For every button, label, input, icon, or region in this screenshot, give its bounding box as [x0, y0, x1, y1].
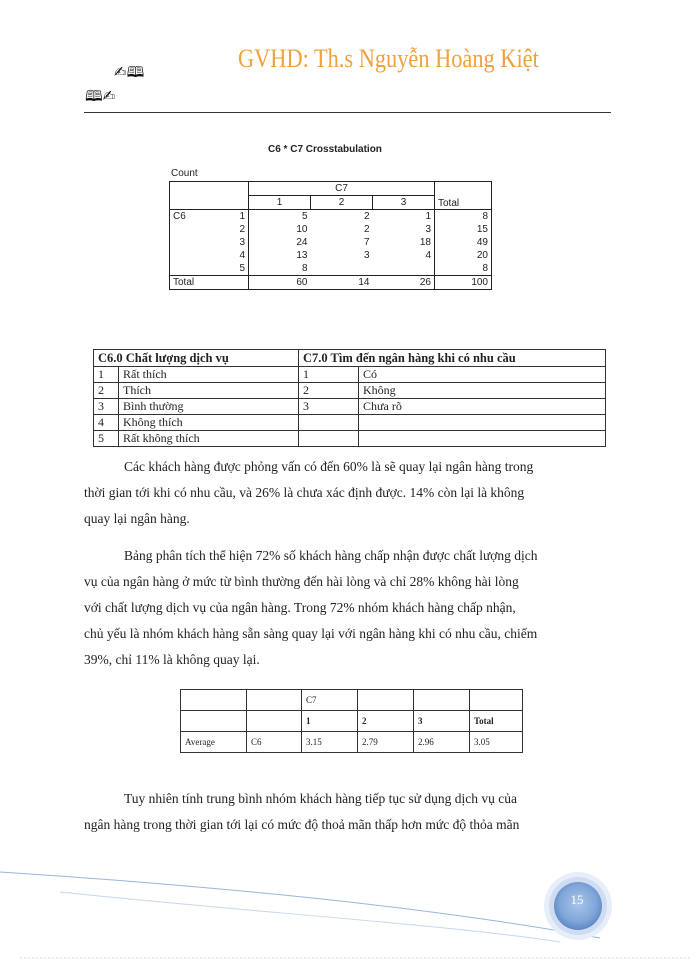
cell: Không — [359, 383, 606, 399]
paragraph-2 — [84, 543, 609, 673]
cell: Thích — [119, 383, 299, 399]
cell — [299, 415, 359, 431]
avg-col-header: Total — [470, 711, 523, 732]
row-label: 3 — [239, 237, 245, 248]
page-number: 15 — [570, 892, 584, 907]
paragraph-3 — [84, 786, 609, 838]
cell: 20 — [435, 249, 492, 262]
crosstab-col-var: C7 — [249, 182, 435, 196]
codes-left-header: C6.0 Chất lượng dịch vụ — [94, 350, 299, 367]
cell: 2 — [311, 210, 373, 224]
text-line: Tuy nhiên tính trung bình nhóm khách hàng tiếp tục sử dụng dịch vụ của — [124, 791, 518, 806]
cell — [311, 262, 373, 276]
cell: 7 — [363, 237, 370, 248]
cell — [299, 431, 359, 447]
cell: 2 — [363, 224, 370, 235]
crosstab-title: C6 * C7 Crosstabulation — [268, 144, 382, 155]
text-line: với chất lượng dịch vụ của ngân hàng. Trong 72% nhóm khách hàng chấp nhận, — [84, 600, 516, 615]
footer-swoosh-line — [60, 892, 560, 942]
row-label: 5 — [239, 263, 245, 274]
cell: 24 — [249, 236, 311, 249]
cell: 3 — [363, 250, 370, 261]
crosstab-total-row-label: Total — [170, 276, 249, 290]
crosstab-table — [169, 181, 492, 290]
table-row — [170, 223, 492, 236]
text-line: chủ yếu là nhóm khách hàng sẵn sàng quay lại với ngân hàng khi có nhu cầu, chiếm — [84, 626, 538, 641]
table-row — [170, 236, 492, 249]
crosstab-count-label: Count — [171, 168, 198, 179]
row-label: 1 — [210, 210, 249, 224]
cell: 3 — [425, 224, 431, 235]
crosstab-total-header: Total — [435, 182, 492, 210]
row-label: 4 — [239, 250, 245, 261]
avg-col-header: 3 — [414, 711, 470, 732]
avg-row-label: Average — [181, 732, 247, 753]
cell: 4 — [94, 415, 119, 431]
table-row — [94, 367, 606, 383]
cell: 100 — [435, 276, 492, 290]
text-line: ngân hàng trong thời gian tới lại có mức độ thoả mãn thấp hơn mức độ thỏa mãn — [84, 817, 520, 832]
cell: 2.96 — [414, 732, 470, 753]
avg-col-var: C7 — [302, 690, 358, 711]
cell: 3 — [299, 399, 359, 415]
crosstab-row-var: C6 — [170, 210, 210, 224]
text-line: quay lại ngân hàng. — [84, 511, 190, 526]
table-row — [170, 210, 492, 224]
cell: 10 — [249, 223, 311, 236]
codes-right-header: C7.0 Tìm đến ngân hàng khi có nhu cầu — [299, 350, 606, 367]
text-line: vụ của ngân hàng ở mức từ bình thường đến hài lòng và chỉ 28% không hài lòng — [84, 574, 519, 589]
cell: 8 — [435, 262, 492, 276]
avg-col-header: 1 — [302, 711, 358, 732]
cell: 2 — [299, 383, 359, 399]
cell: 2 — [94, 383, 119, 399]
table-row — [181, 732, 523, 753]
text-line: 39%, chỉ 11% là không quay lại. — [84, 652, 260, 667]
avg-col-header: 2 — [358, 711, 414, 732]
avg-row-var: C6 — [247, 732, 302, 753]
text-line: Các khách hàng được phỏng vấn có đến 60% là sẽ quay lại ngân hàng trong — [124, 459, 534, 474]
writing-book-icon: ✍🕮 — [114, 63, 145, 81]
text-line: thời gian tới khi có nhu cầu, và 26% là chưa xác định được. 14% còn lại là không — [84, 485, 525, 500]
average-table — [180, 689, 523, 753]
header-title: GVHD: Th.s Nguyễn Hoàng Kiệt — [238, 44, 539, 73]
table-row — [94, 383, 606, 399]
footer-decoration — [0, 850, 700, 960]
cell: 60 — [249, 276, 311, 290]
cell: 4 — [425, 250, 431, 261]
cell — [373, 262, 435, 276]
row-label: 2 — [239, 224, 245, 235]
crosstab-col-header: 1 — [249, 196, 311, 210]
cell: 49 — [435, 236, 492, 249]
cell: Có — [359, 367, 606, 383]
cell — [359, 431, 606, 447]
table-row — [94, 415, 606, 431]
cell: 14 — [311, 276, 373, 290]
cell: 13 — [249, 249, 311, 262]
cell: 1 — [94, 367, 119, 383]
cell: 3.15 — [302, 732, 358, 753]
table-row — [170, 262, 492, 276]
cell: 1 — [373, 210, 435, 224]
cell: 2.79 — [358, 732, 414, 753]
text-line: Bảng phân tích thể hiện 72% số khách hàng chấp nhận được chất lượng dịch — [124, 548, 538, 563]
cell: Chưa rõ — [359, 399, 606, 415]
cell: Rất không thích — [119, 431, 299, 447]
table-row — [94, 399, 606, 415]
cell: Bình thường — [119, 399, 299, 415]
paragraph-1 — [84, 454, 609, 532]
cell: 18 — [419, 237, 431, 248]
cell: 26 — [373, 276, 435, 290]
crosstab-col-header: 3 — [373, 196, 435, 210]
header-divider — [84, 112, 611, 113]
cell: 8 — [249, 262, 311, 276]
footer-swoosh-line — [0, 872, 600, 938]
cell: 1 — [299, 367, 359, 383]
codes-table — [93, 349, 606, 447]
cell: 5 — [249, 210, 311, 224]
book-writing-icon: 🕮✍ — [85, 87, 116, 105]
cell: 15 — [435, 223, 492, 236]
cell: Không thích — [119, 415, 299, 431]
cell: 3 — [94, 399, 119, 415]
table-row-total — [170, 276, 492, 290]
table-row — [94, 431, 606, 447]
table-row — [170, 249, 492, 262]
cell: 3.05 — [470, 732, 523, 753]
crosstab-col-header: 2 — [311, 196, 373, 210]
cell: 5 — [94, 431, 119, 447]
cell: 8 — [435, 210, 492, 224]
cell — [359, 415, 606, 431]
cell: Rất thích — [119, 367, 299, 383]
